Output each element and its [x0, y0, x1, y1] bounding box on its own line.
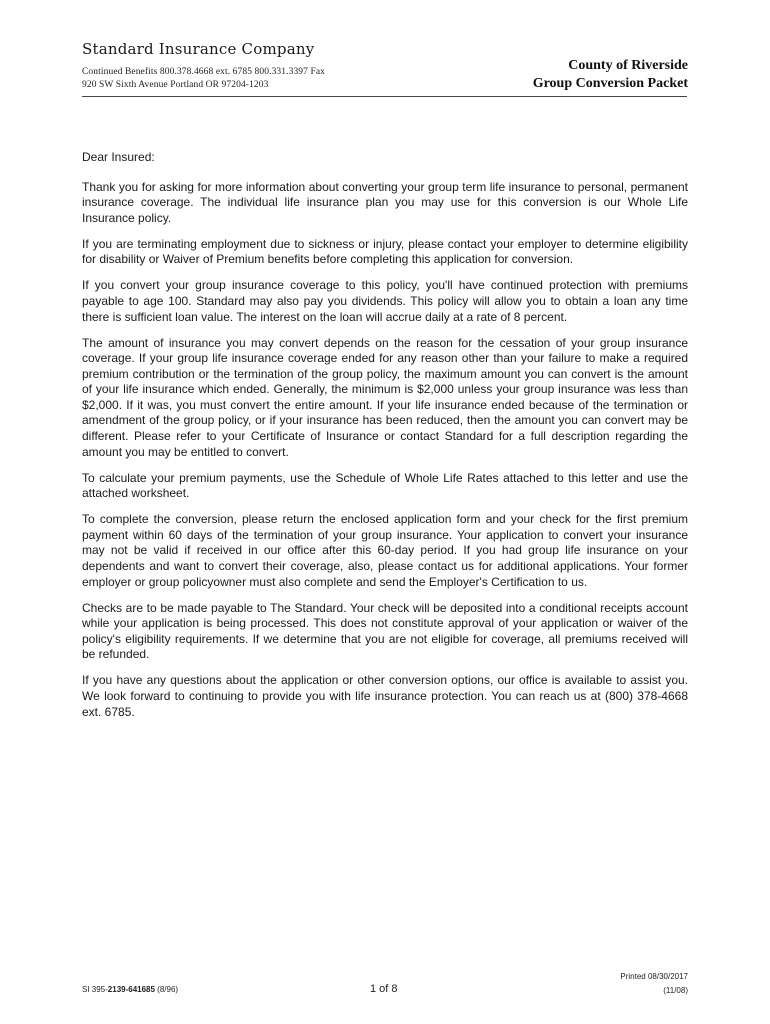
letter-paragraph: If you have any questions about the application or other conversion options, our office is available to assist you. We look forward to continuing to provide you with life insurance protection. You can reach us at (800) 378-4668 ext. 6785.: [82, 673, 688, 719]
printed-date: Printed 08/30/2017: [620, 972, 688, 981]
letter-paragraph: If you are terminating employment due to sickness or injury, please contact your employer to determine eligibility for disability or Waiver of Premium benefits before completing this application for conversion.: [82, 236, 688, 267]
letter-paragraph: The amount of insurance you may convert depends on the reason for the cessation of your group insurance coverage. If your group life insurance coverage ended for any reason other than your failure to make a required premium contribution or the termination of the group policy, the maximum amount you can convert is the amount of your life insurance which ended. Generally, the minimum is $2,000 unless your group insurance was less than $2,000. If it was, you must convert the entire amount. If your life insurance ended because of the termination or amendment of the group policy, or if your insurance has been reduced, then the amount you can convert may be different. Please refer to your Certificate of Insurance or contact Standard for a full description regarding the amount you may be entitled to convert.: [82, 335, 688, 459]
form-code-number: 2139-641685: [107, 985, 155, 994]
packet-name: Group Conversion Packet: [532, 76, 688, 91]
letter-paragraph: Checks are to be made payable to The Standard. Your check will be deposited into a conditional receipts account while your application is being processed. This does not constitute approval of your application or waiver of the policy's eligibility requirements. If we determine that you are not eligible for coverage, all premiums received will be refunded.: [82, 600, 688, 662]
letter-paragraph: Thank you for asking for more information about converting your group term life insurance to personal, permanent insurance coverage. The individual life insurance plan you may use for this conversion is our Whole Life Insurance policy.: [82, 179, 688, 225]
header-divider: [82, 96, 687, 97]
form-code: [82, 985, 178, 994]
company-name: Standard Insurance Company: [82, 40, 315, 58]
packet-county: County of Riverside: [568, 58, 688, 73]
print-info: [620, 970, 688, 998]
letter-paragraph: To complete the conversion, please return the enclosed application form and your check for the first premium payment within 60 days of the termination of your group insurance. Your application to convert your insurance may not be valid if received in our office after this 60-day period. If you had group life insurance on your dependents and want to convert their coverage, also, please contact us for additional applications. Your former employer or group policyowner must also complete and send the Employer's Certification to us.: [82, 512, 688, 589]
letter-paragraph: To calculate your premium payments, use the Schedule of Whole Life Rates attached to this letter and use the attached worksheet.: [82, 470, 688, 501]
revision-date: (11/08): [663, 986, 688, 995]
contact-phone-line: Continued Benefits 800.378.4668 ext. 6785 800.331.3397 Fax: [82, 67, 326, 77]
letter-salutation: Dear Insured:: [82, 150, 155, 164]
contact-address-line: 920 SW Sixth Avenue Portland OR 97204-1203: [82, 80, 269, 90]
packet-title: [533, 57, 688, 93]
form-code-suffix: (8/96): [154, 985, 179, 994]
page-indicator: 1 of 8: [370, 983, 398, 995]
form-code-prefix: SI 395-: [82, 985, 108, 994]
letter-paragraph: If you convert your group insurance coverage to this policy, you'll have continued protection with premiums payable to age 100. Standard may also pay you dividends. This policy will allow you to obtain a loan any time there is sufficient loan value. The interest on the loan will accrue daily at a rate of 8 percent.: [82, 278, 688, 324]
letter-body: [82, 150, 688, 731]
